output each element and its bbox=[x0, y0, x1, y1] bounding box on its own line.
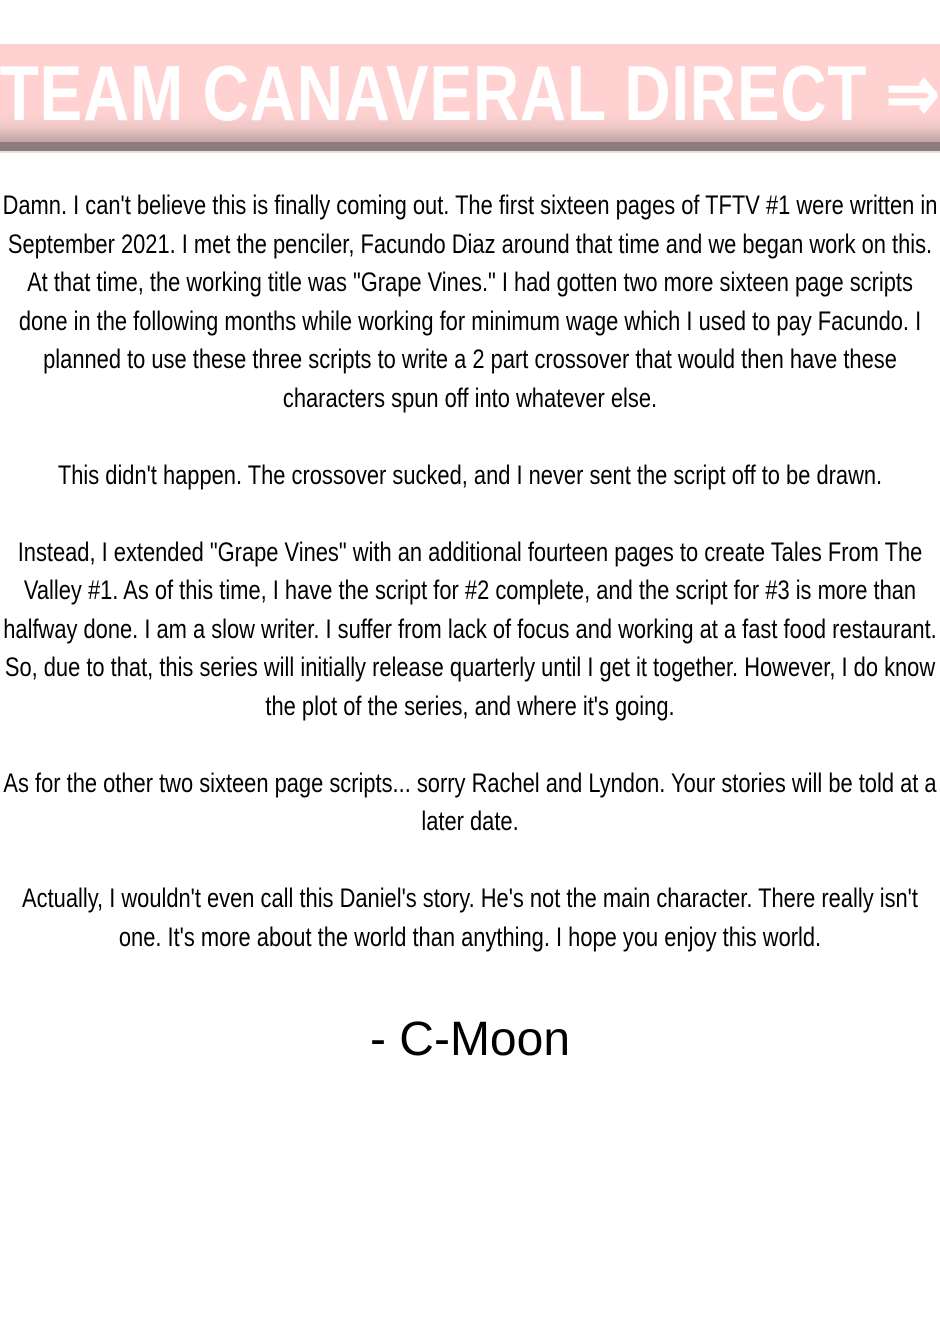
team-canaveral-direct-banner-link[interactable] bbox=[0, 44, 940, 153]
body-paragraph: This didn't happen. The crossover sucked, and I never sent the script off to be drawn. bbox=[57, 459, 883, 490]
banner-bottom-edge bbox=[0, 151, 940, 153]
body-paragraph: As for the other two sixteen page scripts... sorry Rachel and Lyndon. Your stories will be told at a later date. bbox=[3, 767, 937, 836]
author-note-body bbox=[0, 186, 940, 956]
banner-title[interactable]: TEAM CANAVERAL DIRECT ⇒ bbox=[0, 49, 940, 137]
banner-bottom-strip bbox=[0, 142, 940, 151]
body-paragraph: Instead, I extended "Grape Vines" with an additional fourteen pages to create Tales From The Valley #1. As of this time, I have the script for #2 complete, and the script for #3 is more than halfway done. I am a slow writer. I suffer from lack of focus and working at a fast food restaurant. So, due to that, this series will initially release quarterly until I get it together. However, I do know the plot of the series, and where it's going. bbox=[3, 536, 937, 721]
body-paragraph: Actually, I wouldn't even call this Daniel's story. He's not the main character. There really isn't one. It's more about the world than anything. I hope you enjoy this world. bbox=[22, 883, 918, 952]
body-paragraph: Damn. I can't believe this is finally coming out. The first sixteen pages of TFTV #1 were written in September 2021. I met the penciler, Facundo Diaz around that time and we began work on this. At that time, the working title was "Grape Vines." I had gotten two more sixteen page scripts done in the following months while working for minimum wage which I used to pay Facundo. I planned to use these three scripts to write a 2 part crossover that would then have these characters spun off into whatever else. bbox=[2, 190, 938, 413]
signature: - C-Moon bbox=[369, 1013, 571, 1066]
